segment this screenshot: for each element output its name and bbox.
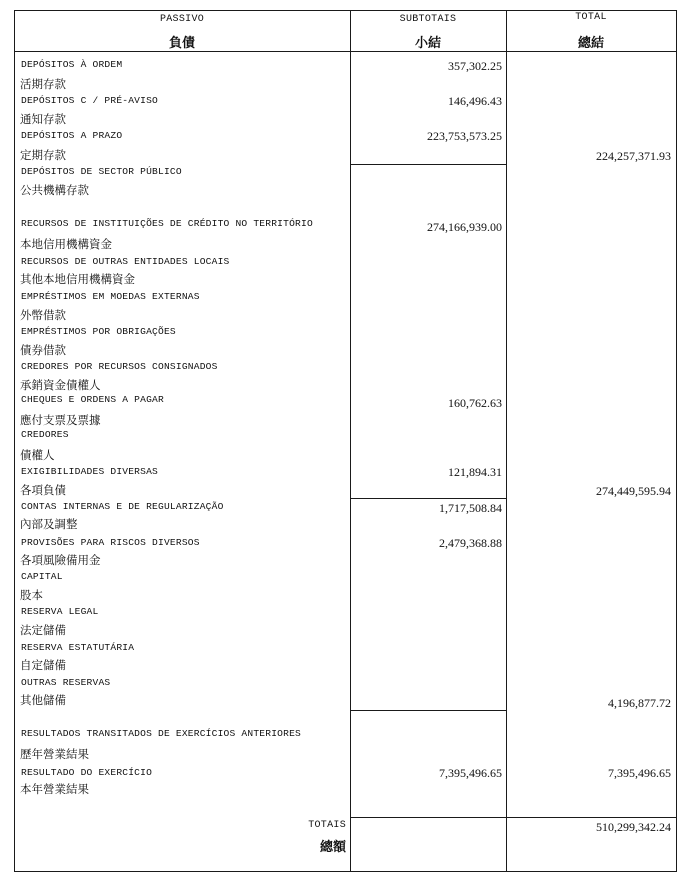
subtotal-separator-2 [350, 498, 506, 499]
row-label-zh: 歷年營業結果 [20, 747, 89, 761]
row-label-zh: 各項風險備用金 [20, 553, 101, 567]
frame-top [14, 10, 676, 11]
row-label-pt: DEPÓSITOS À ORDEM [21, 59, 123, 70]
col-divider-2 [506, 10, 507, 872]
row-label-pt: RESERVA ESTATUTÁRIA [21, 642, 135, 653]
row-label-pt: CREDORES [21, 429, 69, 440]
total-separator-1 [506, 817, 676, 818]
row-label-pt: RESERVA LEGAL [21, 606, 99, 617]
row-subtotal: 274,166,939.00 [427, 220, 502, 234]
row-label-pt: OUTRAS RESERVAS [21, 677, 111, 688]
header-passivo: PASSIVO [159, 14, 205, 25]
frame-right [676, 10, 677, 872]
row-label-zh: 自定儲備 [20, 658, 66, 672]
row-label-pt: CONTAS INTERNAS E DE REGULARIZAÇÃO [21, 501, 224, 512]
row-total: 224,257,371.93 [596, 149, 671, 163]
subtotal-separator-1 [350, 164, 506, 165]
row-label-pt: RESULTADOS TRANSITADOS DE EXERCÍCIOS ANTERIORES [21, 728, 301, 739]
totals-label-zh: 總額 [319, 840, 346, 855]
row-label-zh: 活期存款 [20, 77, 66, 91]
row-subtotal: 121,894.31 [448, 465, 502, 479]
header-total: TOTAL [575, 12, 607, 23]
subtotal-separator-3 [350, 710, 506, 711]
row-label-zh: 公共機構存款 [20, 183, 89, 197]
row-subtotal: 146,496.43 [448, 94, 502, 108]
row-subtotal: 1,717,508.84 [439, 501, 502, 515]
subtotal-separator-4 [350, 817, 506, 818]
row-label-zh: 應付支票及票據 [20, 413, 101, 427]
row-label-pt: DEPÓSITOS C / PRÉ-AVISO [21, 95, 159, 106]
row-label-pt: RECURSOS DE INSTITUIÇÕES DE CRÉDITO NO TERRITÓRIO [21, 218, 313, 229]
row-label-pt: CHEQUES E ORDENS A PAGAR [21, 394, 164, 405]
row-label-zh: 債券借款 [20, 343, 66, 357]
header-passivo-zh: 負債 [168, 36, 195, 51]
row-label-pt: PROVISÕES PARA RISCOS DIVERSOS [21, 537, 200, 548]
row-label-pt: RESULTADO DO EXERCÍCIO [21, 767, 153, 778]
frame-bottom [14, 871, 676, 872]
header-total-zh: 總結 [577, 36, 604, 51]
row-label-pt: CREDORES POR RECURSOS CONSIGNADOS [21, 361, 218, 372]
row-total: 274,449,595.94 [596, 484, 671, 498]
row-label-zh: 本地信用機構資金 [20, 237, 112, 251]
row-label-zh: 其他本地信用機構資金 [20, 272, 135, 286]
col-divider-1 [350, 10, 351, 872]
frame-left [14, 10, 15, 872]
row-subtotal: 2,479,368.88 [439, 536, 502, 550]
row-label-zh: 股本 [20, 588, 43, 602]
row-label-pt: DEPÓSITOS A PRAZO [21, 130, 123, 141]
row-label-zh: 外幣借款 [20, 308, 66, 322]
header-subtotais-zh: 小結 [414, 36, 441, 51]
row-label-zh: 法定儲備 [20, 623, 66, 637]
row-label-zh: 債權人 [20, 448, 55, 462]
totals-total: 510,299,342.24 [596, 820, 671, 834]
row-label-zh: 內部及調整 [20, 517, 78, 531]
row-label-pt: DEPÓSITOS DE SECTOR PÚBLICO [21, 166, 182, 177]
row-label-zh: 定期存款 [20, 148, 66, 162]
row-label-zh: 承銷資金債權人 [20, 378, 101, 392]
header-divider [14, 51, 676, 52]
row-subtotal: 223,753,573.25 [427, 129, 502, 143]
row-label-pt: EXIGIBILIDADES DIVERSAS [21, 466, 159, 477]
row-subtotal: 7,395,496.65 [439, 766, 502, 780]
row-total: 4,196,877.72 [608, 696, 671, 710]
row-label-zh: 通知存款 [20, 112, 66, 126]
totals-label: TOTAIS [308, 820, 346, 831]
header-subtotais: SUBTOTAIS [399, 14, 457, 25]
row-label-pt: EMPRÉSTIMOS POR OBRIGAÇÕES [21, 326, 176, 337]
row-subtotal: 160,762.63 [448, 396, 502, 410]
row-label-pt: CAPITAL [21, 571, 63, 582]
row-subtotal: 357,302.25 [448, 59, 502, 73]
row-label-zh: 各項負債 [20, 483, 66, 497]
row-label-pt: EMPRÉSTIMOS EM MOEDAS EXTERNAS [21, 291, 200, 302]
row-label-pt: RECURSOS DE OUTRAS ENTIDADES LOCAIS [21, 256, 230, 267]
row-label-zh: 其他儲備 [20, 693, 66, 707]
row-label-zh: 本年營業結果 [20, 782, 89, 796]
row-total: 7,395,496.65 [608, 766, 671, 780]
